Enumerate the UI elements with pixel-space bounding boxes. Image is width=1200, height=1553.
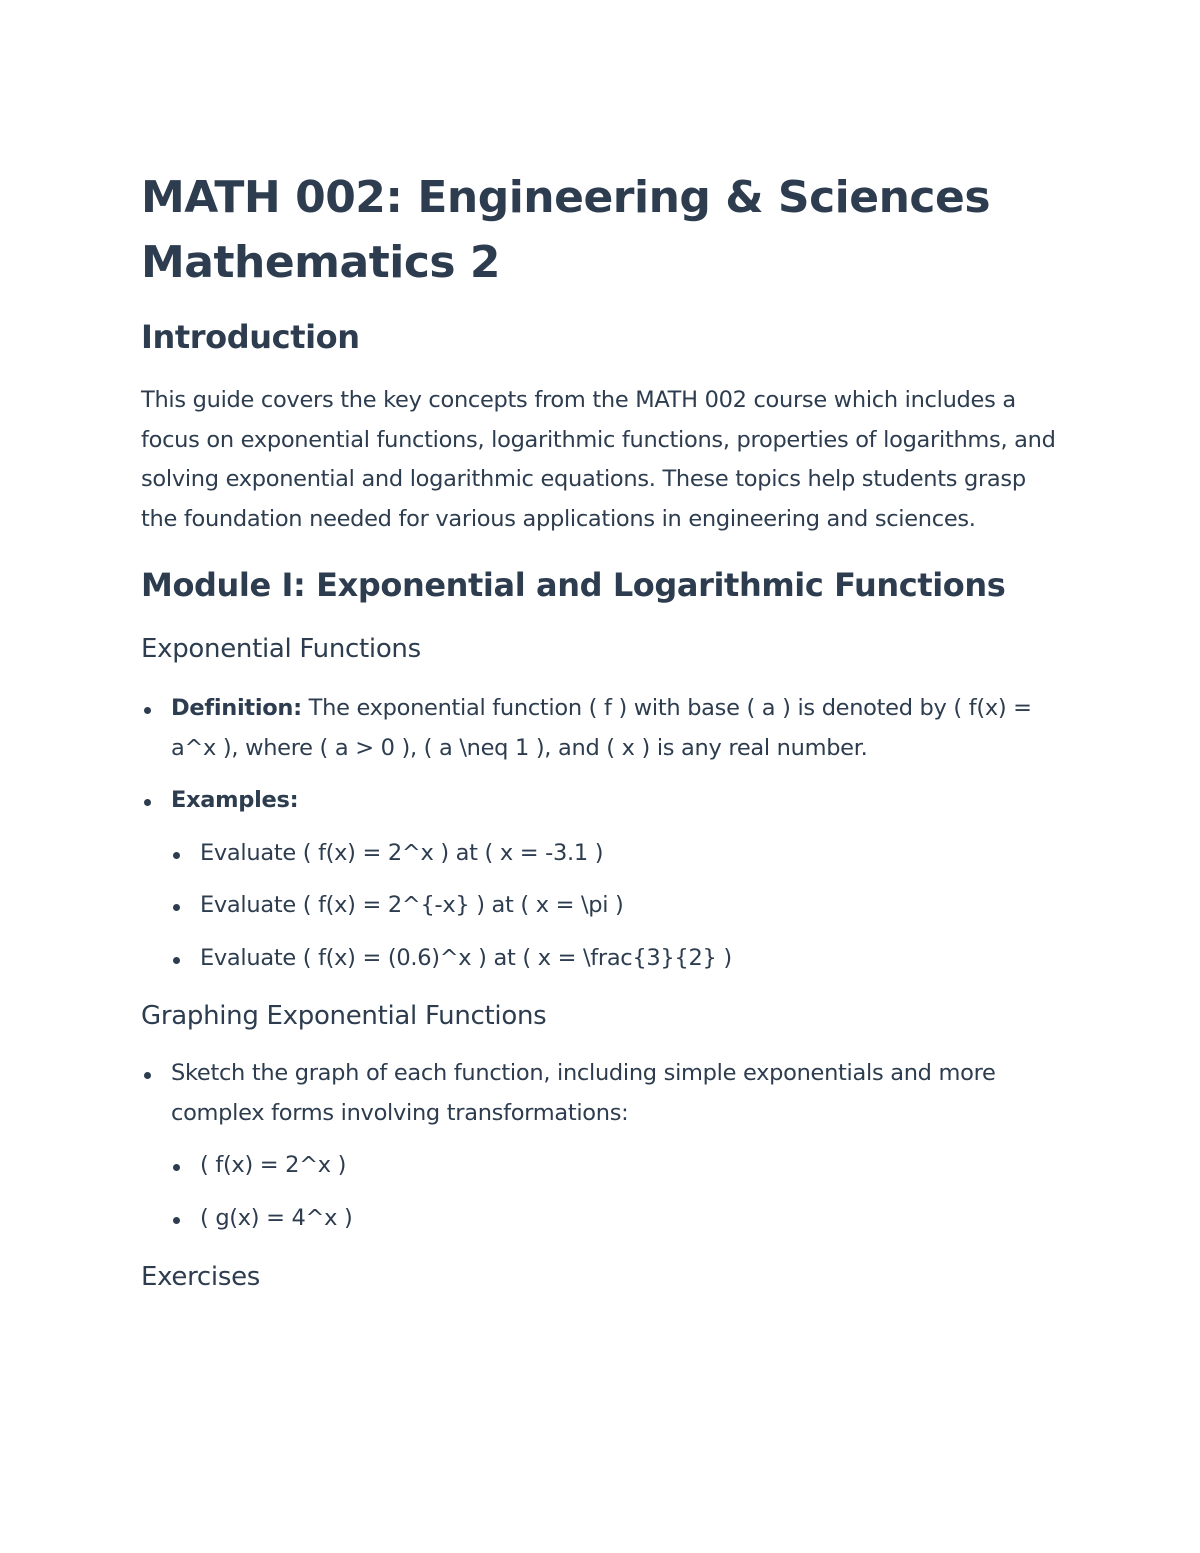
graphing-functions-list [141,1146,1061,1238]
examples-list [141,834,1061,979]
bullet-icon [144,799,151,806]
exponential-functions-list [141,689,1061,978]
bullet-icon [144,707,151,714]
introduction-heading: Introduction [141,318,360,356]
bullet-icon [173,904,180,911]
list-item [141,1199,1061,1239]
bullet-icon [173,1217,180,1224]
example-text: Evaluate ( f(x) = (0.6)^x ) at ( x = \frac{3}{2} ) [200,944,732,971]
list-item [141,781,1061,978]
graphing-heading: Graphing Exponential Functions [141,1001,547,1031]
exponential-functions-heading: Exponential Functions [141,634,421,664]
graphing-intro-text: Sketch the graph of each function, including simple exponentials and more complex forms involving transformations: [171,1060,996,1126]
function-text: ( g(x) = 4^x ) [200,1204,353,1231]
exercises-heading: Exercises [141,1262,261,1292]
bullet-icon [173,957,180,964]
list-item [141,1054,1061,1238]
definition-label: Definition: [171,695,302,721]
list-item [141,1146,1061,1186]
module1-heading: Module I: Exponential and Logarithmic Functions [141,566,1006,604]
function-text: ( f(x) = 2^x ) [200,1152,347,1178]
list-item [141,834,1061,874]
document-title: MATH 002: Engineering & Sciences Mathematics 2 [141,172,991,288]
list-item [141,939,1061,979]
list-item [141,689,1061,768]
document-page [141,165,1061,1295]
graphing-list [141,1054,1061,1238]
bullet-icon [173,852,180,859]
bullet-icon [144,1072,151,1079]
examples-label: Examples: [171,787,299,813]
example-text: Evaluate ( f(x) = 2^{-x} ) at ( x = \pi ) [200,892,624,918]
definition-text: The exponential function ( f ) with base ( a ) is denoted by ( f(x) = a^x ), where ( a > 0 ), ( a \neq 1 ), and ( x ) is any real number. [171,695,1032,761]
list-item [141,886,1061,926]
example-text: Evaluate ( f(x) = 2^x ) at ( x = -3.1 ) [200,839,604,866]
bullet-icon [173,1164,180,1171]
introduction-paragraph: This guide covers the key concepts from the MATH 002 course which includes a focus on exponential functions, logarithmic functions, properties of logarithms, and solving exponential and logarithmic equations. These topics help students grasp the foundation needed for various applications in engineering and sciences. [141,387,1056,532]
